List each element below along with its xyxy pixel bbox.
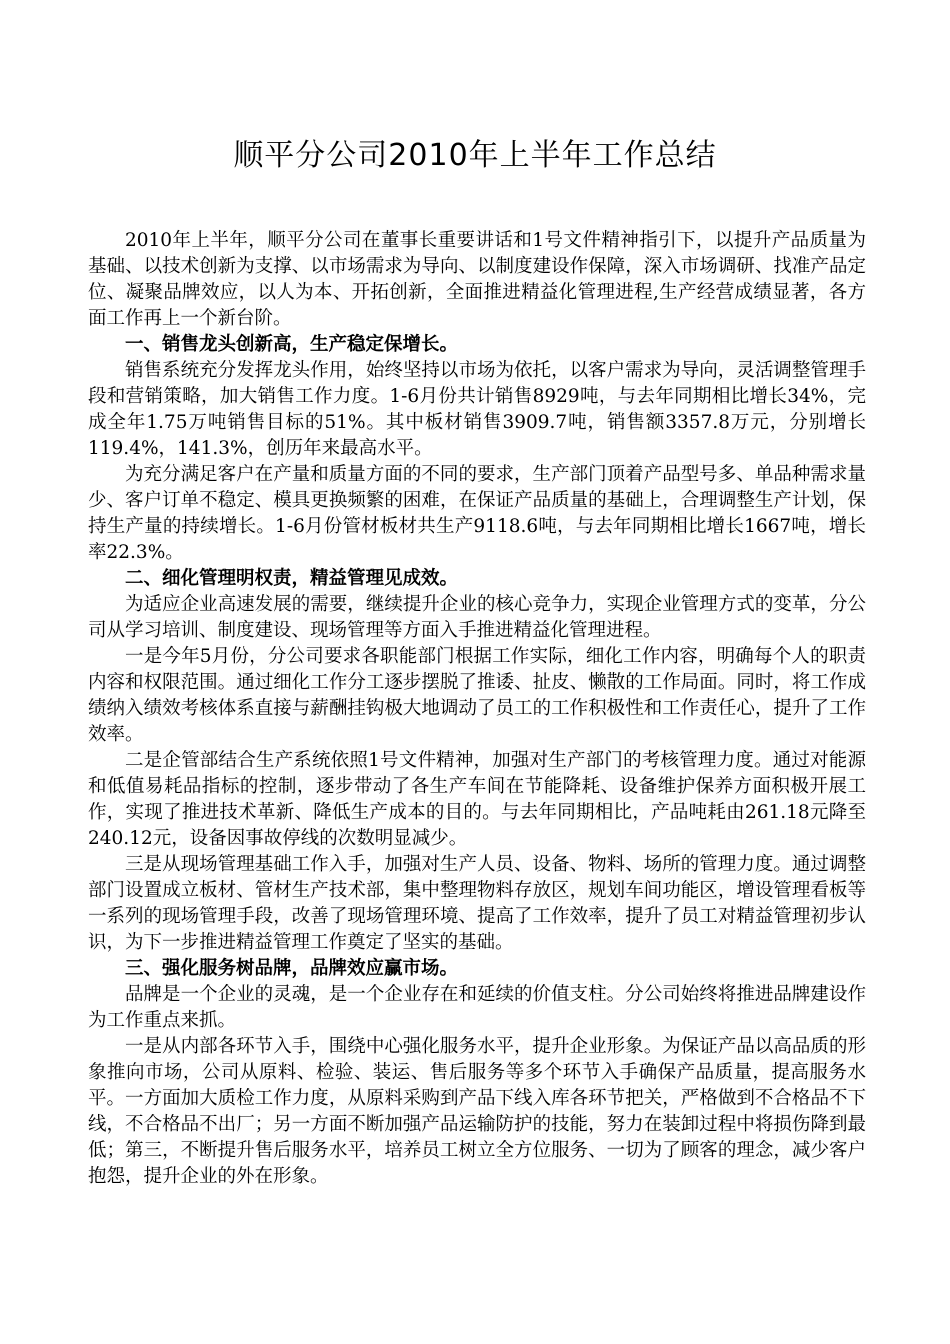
paragraph: 为充分满足客户在产量和质量方面的不同的要求，生产部门顶着产品型号多、单品种需求量少、客户订单不稳定、模具更换频繁的困难，在保证产品质量的基础上，合理调整生产计划，保持生产量的持续增长。1-6月份管材板材共生产9118.6吨，与去年同期相比增长1667吨，增长率22.3%。 [88, 464, 866, 563]
paragraph: 一是今年5月份，分公司要求各职能部门根据工作实际，细化工作内容，明确每个人的职责内容和权限范围。通过细化工作分工逐步摆脱了推诿、扯皮、懒散的工作局面。同时，将工作成绩纳入绩效考核体系直接与薪酬挂钩极大地调动了员工的工作积极性和工作责任心，提升了工作效率。 [88, 646, 866, 745]
paragraph: 二是企管部结合生产系统依照1号文件精神，加强对生产部门的考核管理力度。通过对能源和低值易耗品指标的控制，逐步带动了各生产车间在节能降耗、设备维护保养方面积极开展工作，实现了推进技术革新、降低生产成本的目的。与去年同期相比，产品吨耗由261.18元降至240.12元，设备因事故停线的次数明显减少。 [88, 750, 866, 849]
paragraph: 三是从现场管理基础工作入手，加强对生产人员、设备、物料、场所的管理力度。通过调整部门设置成立板材、管材生产技术部，集中整理物料存放区，规划车间功能区，增设管理看板等一系列的现场管理手段，改善了现场管理环境、提高了工作效率，提升了员工对精益管理初步认识，为下一步推进精益管理工作奠定了坚实的基础。 [88, 854, 866, 953]
section-heading: 一、销售龙头创新高，生产稳定保增长。 [125, 334, 459, 355]
document-title: 顺平分公司2010年上半年工作总结 [233, 138, 717, 173]
intro-paragraph: 2010年上半年，顺平分公司在董事长重要讲话和1号文件精神指引下，以提升产品质量为基础、以技术创新为支撑、以市场需求为导向、以制度建设作保障，深入市场调研、找准产品定位、凝聚品牌效应，以人为本、开拓创新，全面推进精益化管理进程,生产经营成绩显著，各方面工作再上一个新台阶。 [88, 230, 866, 329]
paragraph: 为适应企业高速发展的需要，继续提升企业的核心竞争力，实现企业管理方式的变革，分公司从学习培训、制度建设、现场管理等方面入手推进精益化管理进程。 [88, 594, 866, 641]
paragraph: 品牌是一个企业的灵魂，是一个企业存在和延续的价值支柱。分公司始终将推进品牌建设作为工作重点来抓。 [88, 984, 866, 1031]
section-heading: 二、细化管理明权责，精益管理见成效。 [125, 568, 459, 589]
paragraph: 销售系统充分发挥龙头作用，始终坚持以市场为依托，以客户需求为导向，灵活调整管理手段和营销策略，加大销售工作力度。1-6月份共计销售8929吨，与去年同期相比增长34%，完成全年1.75万吨销售目标的51%。其中板材销售3909.7吨，销售额3357.8万元，分别增长119.4%，141.3%，创历年来最高水平。 [88, 360, 866, 459]
document-body [88, 228, 866, 1190]
section-heading: 三、强化服务树品牌，品牌效应赢市场。 [125, 958, 459, 979]
paragraph: 一是从内部各环节入手，围绕中心强化服务水平，提升企业形象。为保证产品以高品质的形象推向市场，公司从原料、检验、装运、售后服务等多个环节入手确保产品质量，提高服务水平。一方面加大质检工作力度，从原料采购到产品下线入库各环节把关，严格做到不合格品不下线，不合格品不出厂；另一方面不断加强产品运输防护的技能，努力在装卸过程中将损伤降到最低；第三，不断提升售后服务水平，培养员工树立全方位服务、一切为了顾客的理念，减少客户抱怨，提升企业的外在形象。 [88, 1036, 866, 1187]
